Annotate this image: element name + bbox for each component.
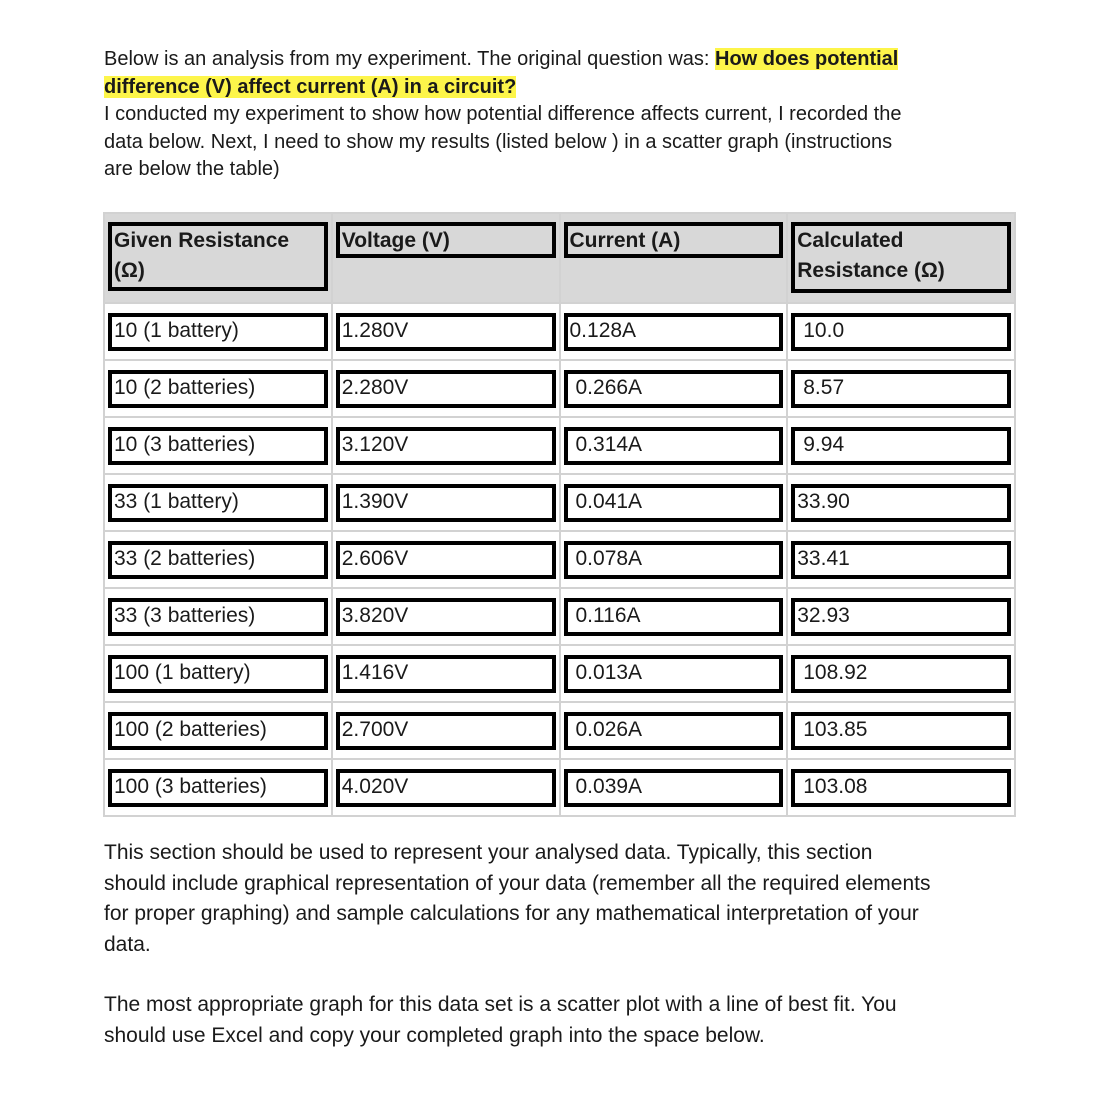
cell-voltage: 3.120V [336,427,556,465]
results-table [103,212,1016,817]
table-row [104,645,1015,702]
cell-voltage: 4.020V [336,769,556,807]
cell-voltage: 2.280V [336,370,556,408]
header-voltage: Voltage (V) [336,222,556,258]
cell-current: 0.314A [564,427,784,465]
cell-resistance: 100 (2 batteries) [108,712,328,750]
cell-resistance: 33 (2 batteries) [108,541,328,579]
table-row [104,702,1015,759]
graph-instructions-paragraph: The most appropriate graph for this data set is a scatter plot with a line of best fit. You should use Excel and copy your completed graph into the space below. [104,993,897,1047]
header-calculated-resistance: Calculated Resistance (Ω) [791,222,1011,293]
header-cell [560,213,788,303]
header-cell [104,213,332,303]
cell-current: 0.041A [564,484,784,522]
cell-current: 0.116A [564,598,784,636]
cell-current: 0.078A [564,541,784,579]
table-row [104,531,1015,588]
cell-resistance: 100 (1 battery) [108,655,328,693]
cell-voltage: 2.700V [336,712,556,750]
table-header-row [104,213,1015,303]
header-current: Current (A) [564,222,784,258]
cell-calculated: 33.90 [791,484,1011,522]
cell-resistance: 10 (3 batteries) [108,427,328,465]
cell-current: 0.039A [564,769,784,807]
intro-text: Below is an analysis from my experiment. The original question was: [104,48,716,70]
table-row [104,417,1015,474]
cell-calculated: 33.41 [791,541,1011,579]
cell-current: 0.026A [564,712,784,750]
instructions-section [104,838,934,1081]
header-cell [787,213,1015,303]
instructions-paragraph: This section should be used to represent your analysed data. Typically, this section should include graphical representation of your data (remember all the required elements for proper graphing) and sample calculations for any mathematical interpretation of your data. [104,841,931,956]
cell-current: 0.013A [564,655,784,693]
header-given-resistance: Given Resistance (Ω) [108,222,328,291]
intro-section [104,46,924,184]
cell-calculated: 103.85 [791,712,1011,750]
header-cell [332,213,560,303]
cell-calculated: 10.0 [791,313,1011,351]
cell-voltage: 1.390V [336,484,556,522]
cell-calculated: 103.08 [791,769,1011,807]
cell-voltage: 1.280V [336,313,556,351]
cell-calculated: 8.57 [791,370,1011,408]
cell-resistance: 10 (2 batteries) [108,370,328,408]
cell-resistance: 10 (1 battery) [108,313,328,351]
cell-voltage: 2.606V [336,541,556,579]
cell-resistance: 100 (3 batteries) [108,769,328,807]
table-row [104,474,1015,531]
cell-resistance: 33 (3 batteries) [108,598,328,636]
cell-current: 0.266A [564,370,784,408]
cell-calculated: 9.94 [791,427,1011,465]
cell-voltage: 3.820V [336,598,556,636]
table-row [104,588,1015,645]
table-row [104,303,1015,360]
cell-calculated: 108.92 [791,655,1011,693]
table-row [104,360,1015,417]
cell-voltage: 1.416V [336,655,556,693]
cell-calculated: 32.93 [791,598,1011,636]
cell-resistance: 33 (1 battery) [108,484,328,522]
highlighted-question: How does potential difference (V) affect current (A) in a circuit? [104,48,899,98]
intro-paragraph: I conducted my experiment to show how potential difference affects current, I recorded the data below. Next, I need to show my results (listed below ) in a scatter graph (instructions are below the table) [104,103,902,180]
table-row [104,759,1015,816]
intro-question-line [104,46,924,101]
cell-current: 0.128A [564,313,784,351]
